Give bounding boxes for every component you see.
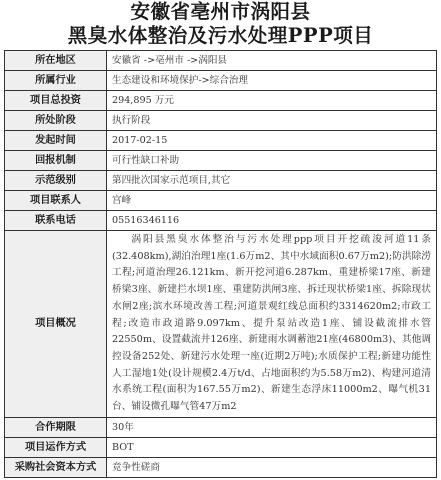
field-value: 30年 — [107, 417, 437, 437]
field-label: 项目概况 — [5, 231, 107, 418]
table-row — [5, 151, 437, 171]
document-title — [0, 0, 441, 49]
table-row — [5, 231, 437, 418]
field-value: BOT — [107, 437, 437, 457]
field-label: 联系电话 — [5, 211, 107, 231]
field-label: 所属行业 — [5, 71, 107, 91]
field-label: 项目总投资 — [5, 91, 107, 111]
table-row — [5, 417, 437, 437]
table-row — [5, 191, 437, 211]
field-value: 执行阶段 — [107, 111, 437, 131]
field-value: 05516346116 — [107, 211, 437, 231]
field-label: 合作期限 — [5, 417, 107, 437]
field-value: 294,895 万元 — [107, 91, 437, 111]
field-value: 安徽省 ->亳州市 ->涡阳县 — [107, 51, 437, 71]
project-overview-text: 涡阳县黑臭水体整治与污水处理ppp项目开挖疏浚河道11条(32.408km),湖泊治理1座(1.6万m2、其中水域面积0.67万m2);防洪除涝工程;河道治理26.121km、新开挖河道6.287km、重建桥梁17座、新建桥梁3座、新建拦水坝1座、重建防洪闸3座、拆迁现状桥梁1座、拆除现状水闸2座;滨水环境改善工程;河道景观红线总面积约3314620m2;市政工程;改造市政道路9.097km、提升泵站改造1座、铺设截流排水管22550m、设置截流井126座、新建雨水调蓄池21座(46800m3)、其他调控设备252处、新建污水处理一座(近期2万吨);水质保护工程;新建功能性人工湿地1处(设计规模2.4万t/d、占地面积约为5.58万m2)、构建河道清水系统工程(面积为167.55万m2)、新建生态浮床11000m2、曝气机31台、铺设微孔曝气管47万m2 — [107, 231, 437, 418]
table-row — [5, 51, 437, 71]
table-row — [5, 71, 437, 91]
field-label: 发起时间 — [5, 131, 107, 151]
table-row — [5, 437, 437, 457]
field-value: 2017-02-15 — [107, 131, 437, 151]
field-label: 所处阶段 — [5, 111, 107, 131]
field-label: 采购社会资本方式 — [5, 457, 107, 477]
project-info-table — [4, 50, 437, 478]
title-line-2: 黑臭水体整治及污水处理PPP项目 — [67, 24, 374, 47]
field-label: 回报机制 — [5, 151, 107, 171]
field-label: 项目运作方式 — [5, 437, 107, 457]
table-row — [5, 457, 437, 477]
table-row — [5, 91, 437, 111]
field-label: 所在地区 — [5, 51, 107, 71]
table-row — [5, 131, 437, 151]
field-value: 竞争性磋商 — [107, 457, 437, 477]
field-value: 生态建设和环境保护->综合治理 — [107, 71, 437, 91]
field-value: 第四批次国家示范项目,其它 — [107, 171, 437, 191]
title-line-1: 安徽省亳州市涡阳县 — [130, 0, 311, 23]
field-label: 示范级别 — [5, 171, 107, 191]
field-value: 宫峰 — [107, 191, 437, 211]
table-row — [5, 171, 437, 191]
field-value: 可行性缺口补助 — [107, 151, 437, 171]
field-label: 项目联系人 — [5, 191, 107, 211]
table-row — [5, 211, 437, 231]
table-row — [5, 111, 437, 131]
